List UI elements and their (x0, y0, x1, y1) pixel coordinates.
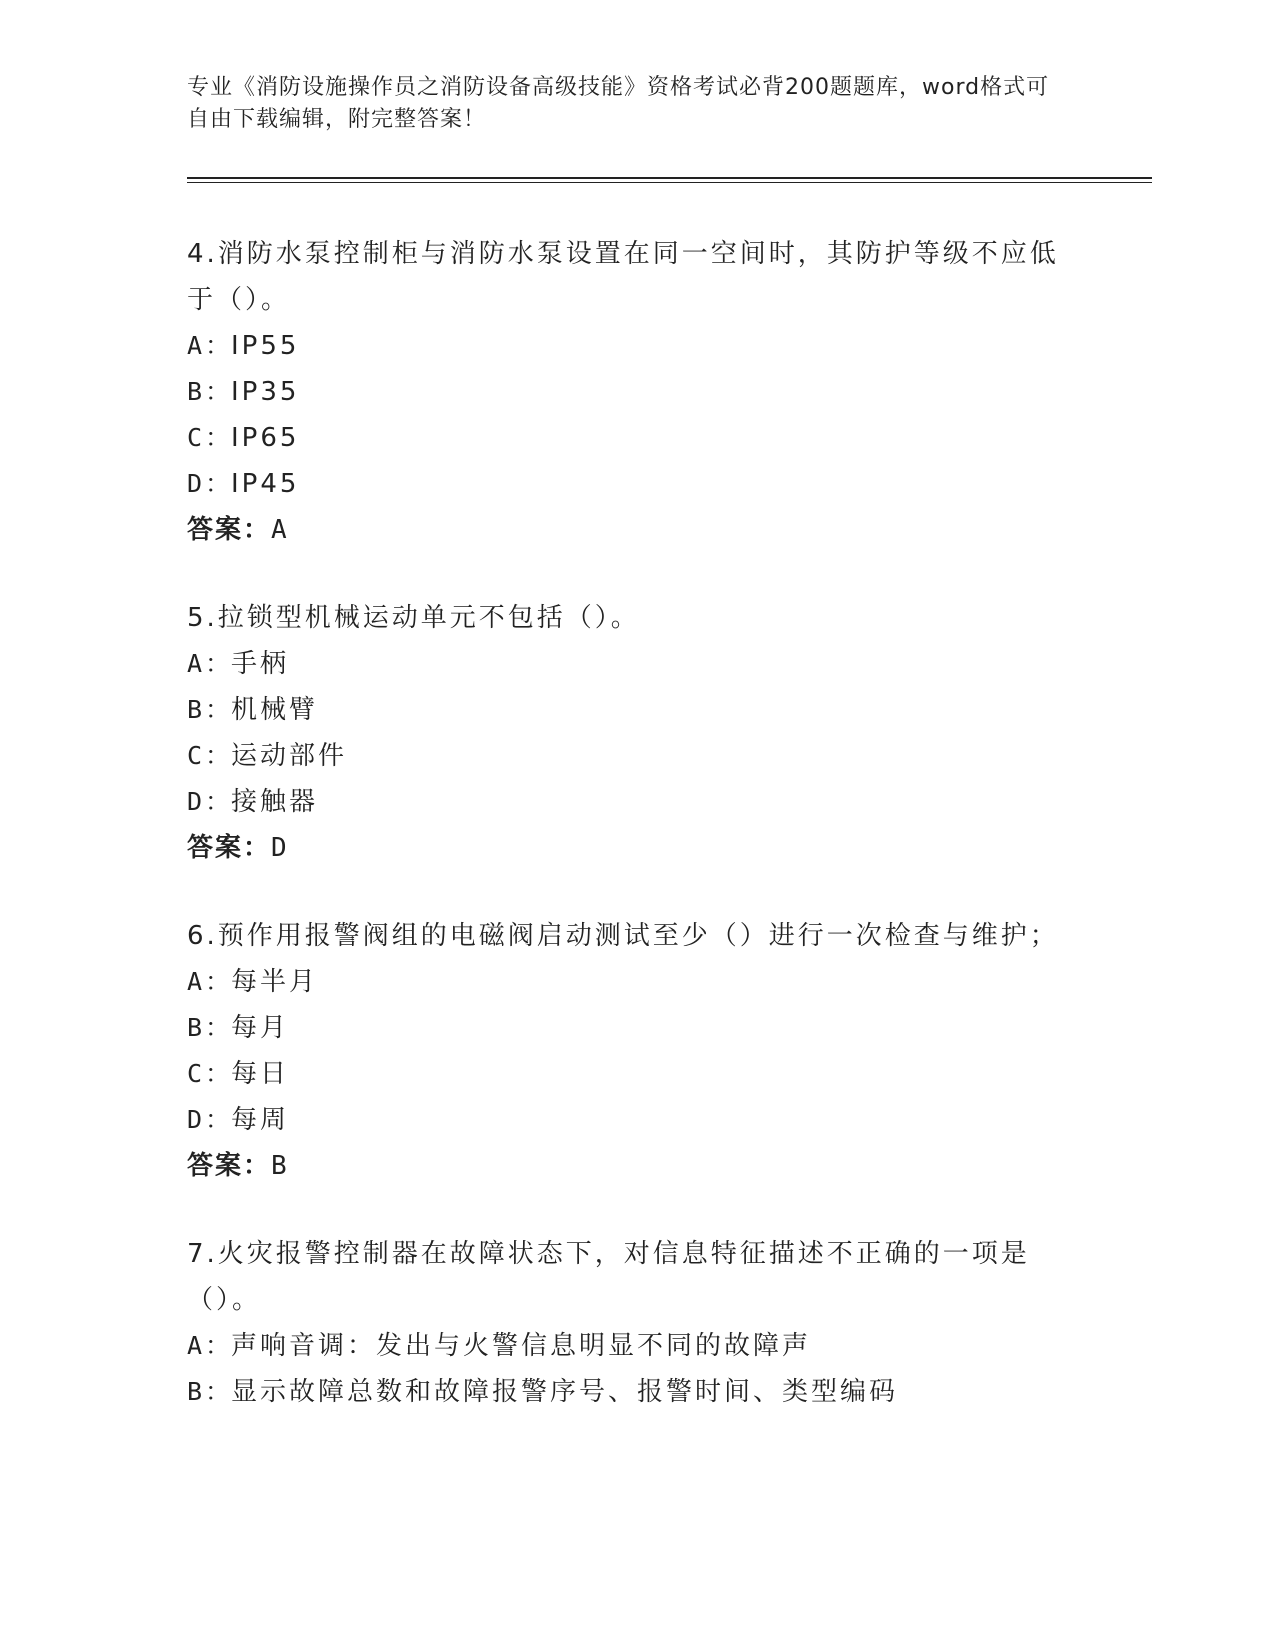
option-list (187, 1323, 1087, 1415)
option-key: A： (187, 331, 234, 360)
answer-label: 答案： (187, 515, 272, 545)
answer-label: 答案： (187, 833, 272, 863)
option-list (187, 959, 1087, 1143)
header-divider (187, 177, 1152, 179)
document-header: 专业《消防设施操作员之消防设备高级技能》资格考试必背200题题库，word格式可自由下载编辑，附完整答案！ (187, 75, 1050, 132)
answer-value: D (271, 833, 289, 863)
option-key: A： (187, 1331, 234, 1360)
option-d (187, 779, 1087, 825)
option-b (187, 1005, 1087, 1051)
answer-value: A (271, 515, 289, 545)
option-key: B： (187, 695, 234, 724)
option-list (187, 323, 1087, 507)
answer-line (187, 1143, 1087, 1189)
option-c (187, 733, 1087, 779)
option-text: 每周 (231, 1105, 290, 1135)
option-text: IP65 (231, 423, 300, 453)
option-text: 每月 (231, 1013, 290, 1043)
option-text: 声响音调：发出与火警信息明显不同的故障声 (231, 1331, 812, 1361)
option-d (187, 1097, 1087, 1143)
option-text: 接触器 (231, 787, 319, 817)
option-key: D： (187, 1105, 234, 1134)
question-list (187, 231, 1087, 1457)
option-list (187, 641, 1087, 825)
answer-label: 答案： (187, 1151, 272, 1181)
answer-line (187, 825, 1087, 871)
option-a (187, 1323, 1087, 1369)
option-key: D： (187, 787, 234, 816)
question-text: 7.火灾报警控制器在故障状态下，对信息特征描述不正确的一项是（）。 (187, 1239, 1030, 1315)
question-text: 4.消防水泵控制柜与消防水泵设置在同一空间时，其防护等级不应低于（）。 (187, 239, 1059, 315)
option-key: C： (187, 1059, 234, 1088)
option-text: IP45 (231, 469, 300, 499)
option-d (187, 461, 1087, 507)
option-text: 每半月 (231, 967, 319, 997)
option-text: 手柄 (231, 649, 290, 679)
option-a (187, 323, 1087, 369)
option-key: C： (187, 741, 234, 770)
option-text: 机械臂 (231, 695, 319, 725)
option-key: B： (187, 377, 234, 406)
option-a (187, 959, 1087, 1005)
option-text: IP55 (231, 331, 300, 361)
question-text: 6.预作用报警阀组的电磁阀启动测试至少（）进行一次检查与维护； (187, 921, 1059, 951)
option-b (187, 687, 1087, 733)
option-key: C： (187, 423, 234, 452)
question-item (187, 595, 1087, 871)
option-a (187, 641, 1087, 687)
question-item (187, 913, 1087, 1189)
option-c (187, 415, 1087, 461)
option-text: 运动部件 (231, 741, 348, 771)
option-b (187, 369, 1087, 415)
option-key: D： (187, 469, 234, 498)
option-text: IP35 (231, 377, 300, 407)
answer-line (187, 507, 1087, 553)
option-key: B： (187, 1013, 234, 1042)
question-text: 5.拉锁型机械运动单元不包括（）。 (187, 603, 640, 633)
option-key: B： (187, 1377, 234, 1406)
question-item (187, 231, 1087, 553)
option-b (187, 1369, 1087, 1415)
option-key: A： (187, 967, 234, 996)
header-divider-thin (187, 182, 1152, 183)
question-item (187, 1231, 1087, 1415)
option-text: 显示故障总数和故障报警序号、报警时间、类型编码 (231, 1377, 899, 1407)
option-key: A： (187, 649, 234, 678)
option-c (187, 1051, 1087, 1097)
option-text: 每日 (231, 1059, 290, 1089)
answer-value: B (271, 1151, 289, 1181)
